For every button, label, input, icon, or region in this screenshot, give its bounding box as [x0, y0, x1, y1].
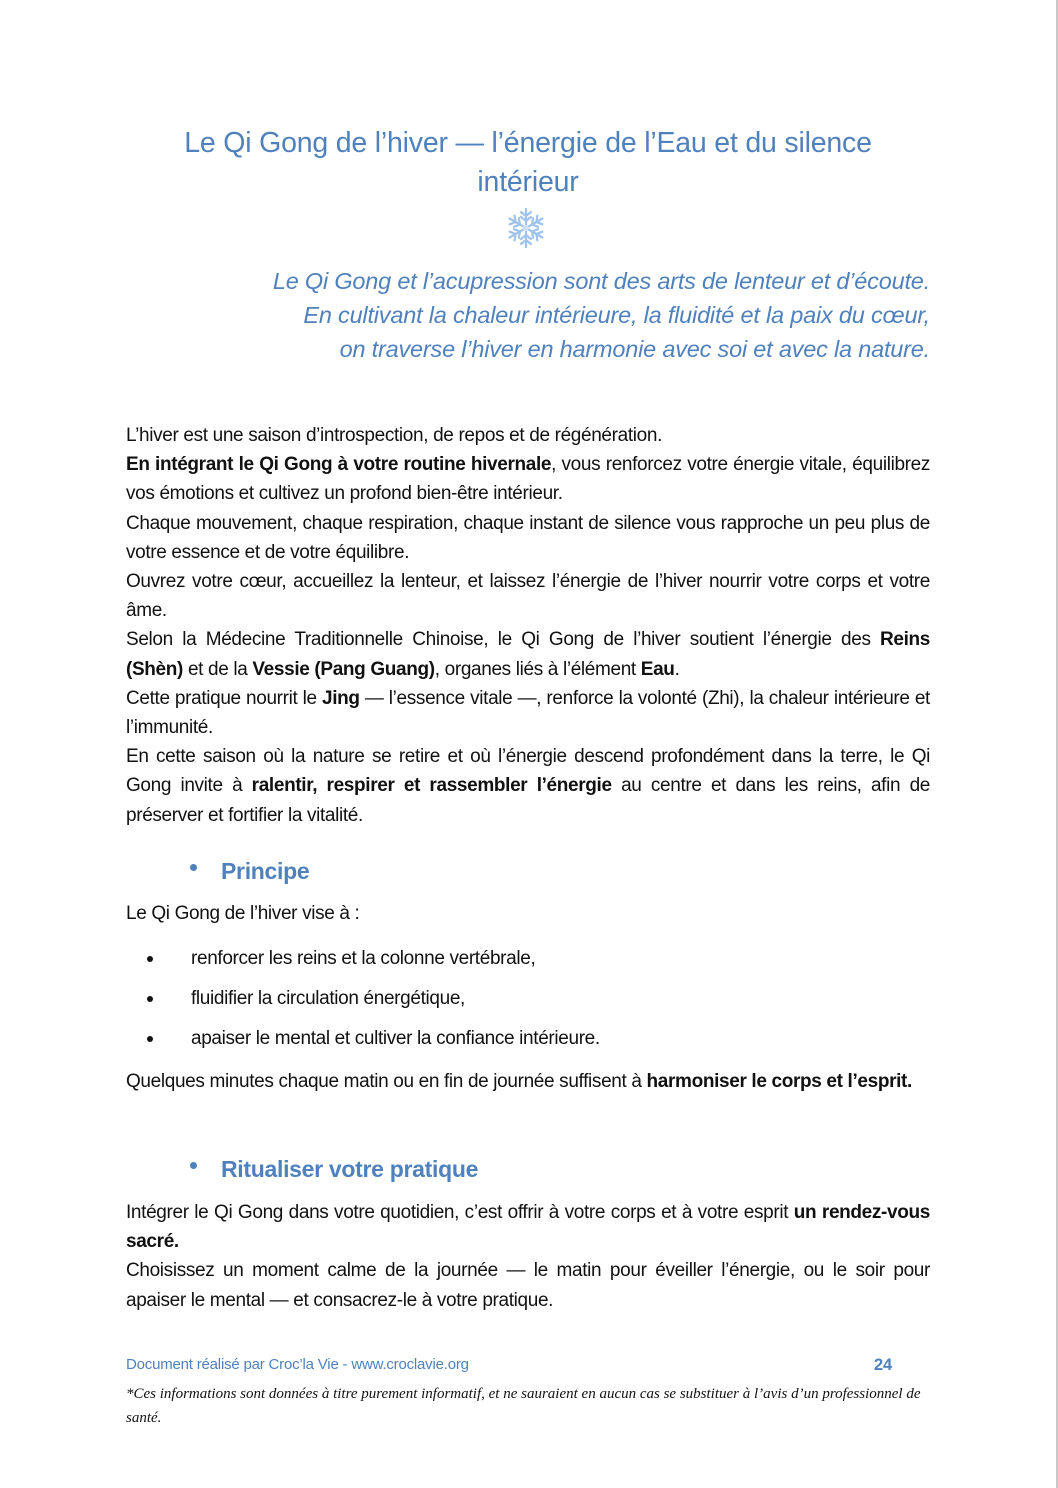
intro-body — [126, 421, 930, 830]
bold-phrase: un rendez-vous sacré. — [126, 1202, 930, 1253]
paragraph: En intégrant le Qi Gong à votre routine hivernale, vous renforcez votre énergie vitale, équilibrez vos émotions et cultivez un profond bien-être intérieur. — [126, 454, 931, 505]
intro-quote — [150, 264, 930, 366]
bullet-icon — [190, 1162, 197, 1169]
bold-phrase: Reins (Shèn) — [126, 629, 930, 680]
snowflake-icon — [504, 206, 548, 250]
ritualiser-section — [126, 1198, 930, 1315]
quote-line-3: on traverse l’hiver en harmonie avec soi et avec la nature. — [339, 336, 930, 362]
footer-credit: Document réalisé par Croc’la Vie - www.croclavie.org — [126, 1356, 469, 1373]
bold-phrase: ralentir, respirer et rassembler l’énergie — [251, 775, 612, 797]
paragraph: Selon la Médecine Traditionnelle Chinoise, le Qi Gong de l’hiver soutient l’énergie des Reins (Shèn) et de la Vessie (Pang Guang), organes liés à l’élément Eau. — [126, 629, 930, 680]
page-title — [120, 124, 936, 202]
bullet-icon — [190, 864, 197, 871]
bold-phrase: Vessie (Pang Guang) — [252, 658, 435, 680]
bullet-icon — [147, 996, 153, 1002]
page-number: 24 — [874, 1356, 892, 1374]
disclaimer: *Ces informations sont données à titre purement informatif, et ne sauraient en aucun cas se substituer à l’avis d’un professionnel de santé. — [126, 1386, 921, 1426]
paragraph: Ouvrez votre cœur, accueillez la lenteur, et laissez l’énergie de l’hiver nourrir votre corps et votre âme. — [126, 571, 930, 622]
paragraph: L’hiver est une saison d’introspection, de repos et de régénération. — [126, 425, 663, 446]
bold-phrase: Jing — [322, 687, 360, 709]
list-item: fluidifier la circulation énergétique, — [126, 979, 930, 1019]
bullet-icon — [147, 956, 153, 962]
bold-phrase: harmoniser le corps et l’esprit. — [646, 1071, 912, 1092]
quote-line-1: Le Qi Gong et l’acupression sont des arts de lenteur et d’écoute. — [272, 268, 930, 294]
title-line-2: intérieur — [477, 166, 579, 198]
paragraph: En cette saison où la nature se retire et où l’énergie descend profondément dans la terre, le Qi Gong invite à ralentir, respirer et rassembler l’énergie au centre et dans les reins, afin de préserver et fortifier la vitalité. — [126, 746, 931, 826]
paragraph: Quelques minutes chaque matin ou en fin de journée suffisent à harmoniser le corps et l’esprit. — [126, 1071, 912, 1092]
paragraph: Intégrer le Qi Gong dans votre quotidien, c’est offrir à votre corps et à votre esprit un rendez-vous sacré. — [126, 1202, 930, 1253]
quote-line-2: En cultivant la chaleur intérieure, la fluidité et la paix du cœur, — [303, 302, 930, 328]
section-heading-ritualiser: Ritualiser votre pratique — [186, 1156, 478, 1183]
bold-phrase: En intégrant le Qi Gong à votre routine hivernale — [126, 454, 552, 476]
list-item: renforcer les reins et la colonne vertébrale, — [126, 939, 930, 979]
list-item: apaiser le mental et cultiver la confiance intérieure. — [126, 1019, 930, 1059]
bold-phrase: Eau — [640, 658, 675, 680]
principe-section — [126, 899, 930, 1096]
paragraph: Le Qi Gong de l’hiver vise à : — [126, 903, 360, 924]
section-heading-principe: Principe — [186, 858, 309, 885]
paragraph: Choisissez un moment calme de la journée — le matin pour éveiller l’énergie, ou le soir pour apaiser le mental — et consacrez-le à votre pratique. — [126, 1260, 930, 1311]
paragraph: Cette pratique nourrit le Jing — l’essence vitale —, renforce la volonté (Zhi), la chaleur intérieure et l’immunité. — [126, 687, 930, 739]
title-line-1: Le Qi Gong de l’hiver — l’énergie de l’Eau et du silence — [184, 127, 872, 159]
paragraph: Chaque mouvement, chaque respiration, chaque instant de silence vous rapproche un peu plus de votre essence et de votre équilibre. — [126, 512, 930, 563]
page-footer — [126, 1356, 894, 1375]
bullet-icon — [147, 1036, 153, 1042]
